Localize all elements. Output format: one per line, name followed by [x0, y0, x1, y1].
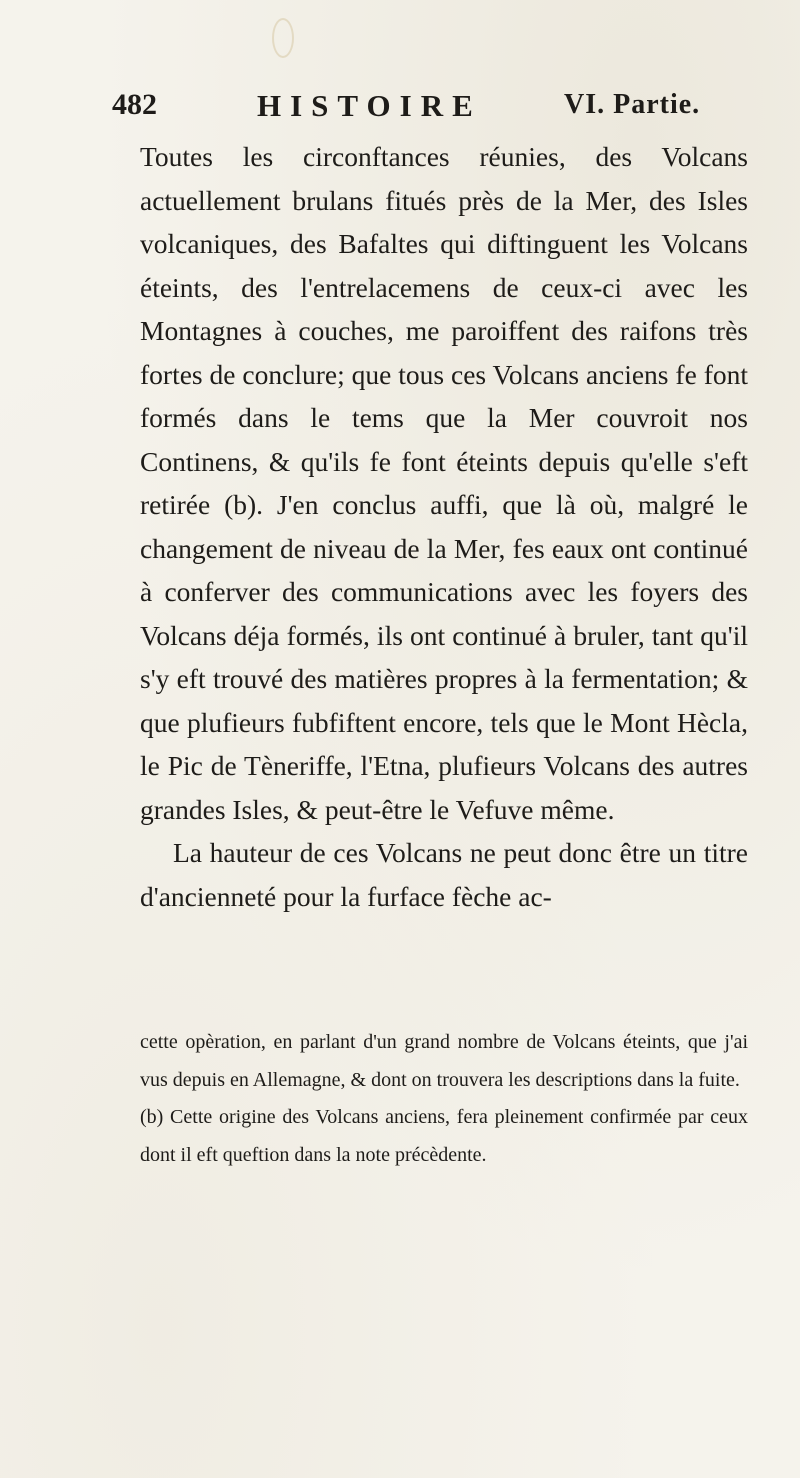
ink-smudge — [272, 18, 294, 58]
paragraph: Toutes les circonftances réunies, des Volcans actuellement brulans fitués près de la Mer, des Isles volcaniques, des Bafaltes qui diftinguent les Volcans éteints, des l'entrelacemens de ceux-ci avec les Montagnes à couches, me paroiffent des raifons très fortes de conclure; que tous ces Volcans anciens fe font formés dans le tems que la Mer couvroit nos Continens, & qu'ils fe font éteints depuis qu'elle s'eft retirée (b). J'en conclus auffi, que là où, malgré le changement de niveau de la Mer, fes eaux ont continué à conferver des communications avec les foyers des Volcans déja formés, ils ont continué à bruler, tant qu'il s'y eft trouvé des matières propres à la fermentation; & que plufieurs fubfiftent encore, tels que le Mont Hècla, le Pic de Tèneriffe, l'Etna, plufieurs Volcans des autres grandes Isles, & peut-être le Vefuve même. — [140, 141, 748, 825]
main-text — [140, 135, 748, 918]
running-title: HISTOIRE — [257, 88, 482, 123]
page-header — [112, 88, 742, 128]
footnote-b: (b) Cette origine des Volcans anciens, fera pleinement confirmée par ceux dont il eft queftion dans la note précèdente. — [140, 1106, 748, 1166]
part-label: VI. Partie. — [564, 89, 701, 120]
paragraph: La hauteur de ces Volcans ne peut donc être un titre d'ancienneté pour la furface fèche ac- — [140, 837, 748, 912]
page-number: 482 — [112, 88, 157, 121]
footnotes — [140, 1024, 748, 1174]
footnote-continuation: cette opèration, en parlant d'un grand nombre de Volcans éteints, que j'ai vus depuis en Allemagne, & dont on trouvera les descriptions dans la fuite. — [140, 1031, 748, 1091]
